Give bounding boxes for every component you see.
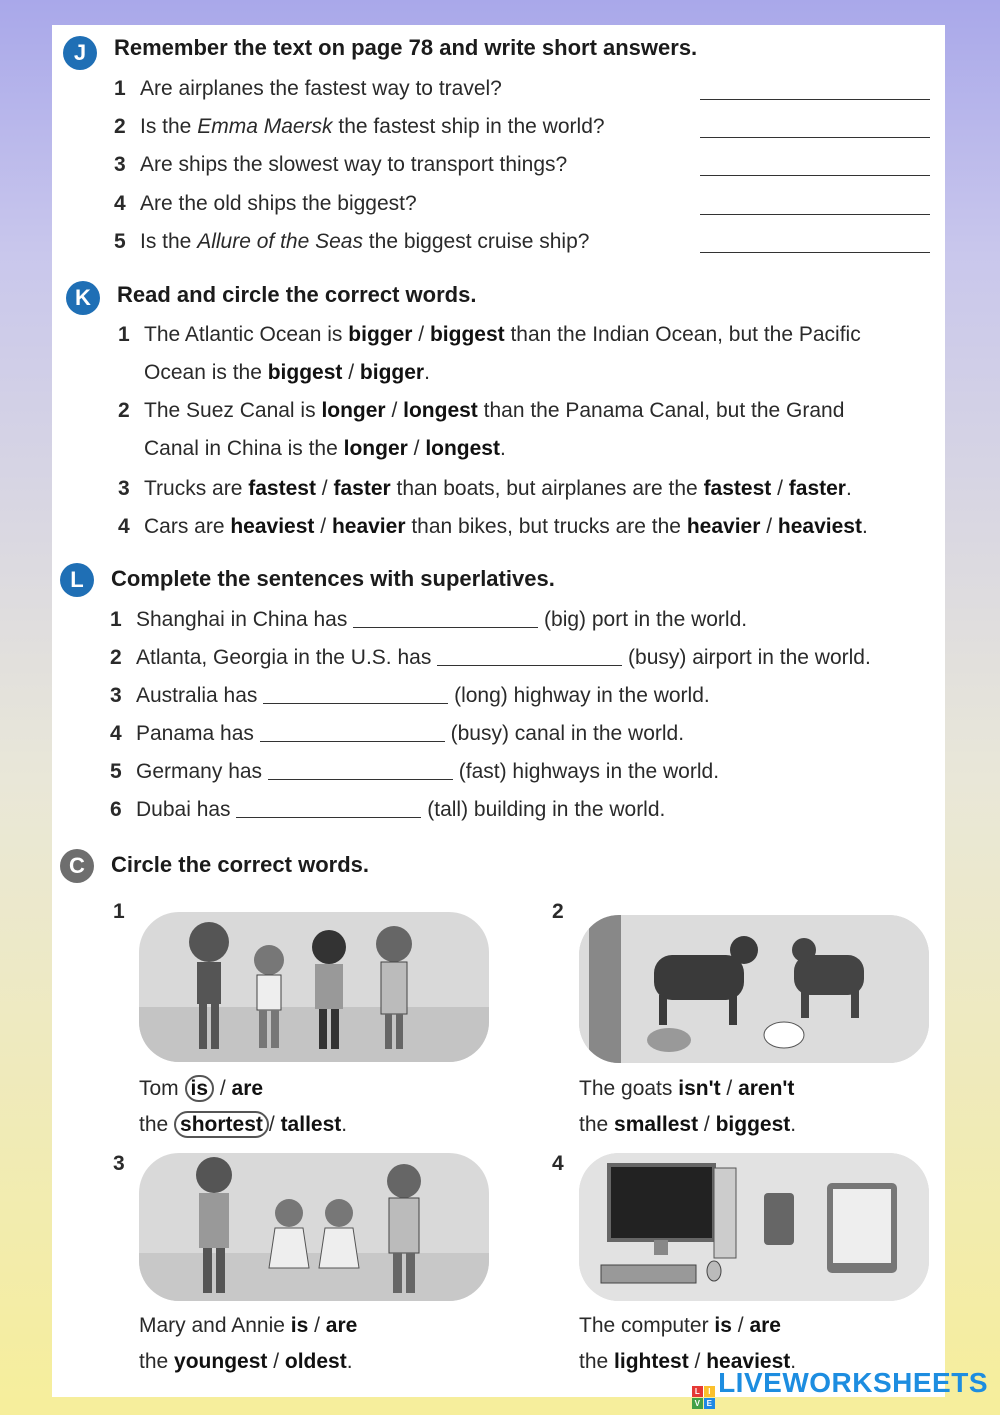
family-illustration [139, 1153, 489, 1301]
option-are[interactable]: are [325, 1314, 358, 1337]
children-illustration [139, 912, 489, 1062]
option-is[interactable]: is [185, 1075, 215, 1102]
devices-illustration [579, 1153, 929, 1301]
section-k-heading: Read and circle the correct words. [117, 282, 477, 307]
panel-3-line-1: Mary and Annie is / are [139, 1314, 358, 1337]
goats-illustration [579, 915, 929, 1063]
option-smallest[interactable]: smallest [614, 1113, 699, 1136]
panel-3-image [139, 1153, 489, 1301]
k-text: / [314, 515, 332, 538]
panel-4-line-2: the lightest / heaviest. [579, 1350, 797, 1373]
option-is[interactable]: is [714, 1314, 732, 1337]
k-option-fastest[interactable]: fastest [248, 477, 316, 500]
k-text: The Suez Canal is [144, 399, 322, 422]
j-question-1: 1 Are airplanes the fastest way to travel? [114, 77, 502, 100]
j-answer-line-2[interactable] [700, 137, 930, 138]
k-text: / [412, 323, 430, 346]
k-option-bigger[interactable]: bigger [348, 323, 413, 346]
k-option-longest[interactable]: longest [403, 399, 478, 422]
k-text: Ocean is the [144, 361, 268, 384]
l-answer-blank-3[interactable] [263, 683, 448, 704]
section-j-badge: J [63, 36, 97, 70]
k-option-bigger[interactable]: bigger [359, 361, 425, 384]
option-isnt[interactable]: isn't [678, 1077, 721, 1100]
k-sentence-1-line2 [118, 361, 430, 385]
j-answer-line-3[interactable] [700, 175, 930, 176]
k-text: . [861, 515, 868, 538]
l-sentence-3: 3 Australia has (long) highway in the world. [110, 684, 710, 707]
panel-2-line-2: the smallest / biggest. [579, 1113, 797, 1136]
j-question-5: 5 Is the Allure of the Seas the biggest cruise ship? [114, 230, 590, 253]
option-oldest[interactable]: oldest [284, 1350, 347, 1373]
k-option-biggest[interactable]: biggest [267, 361, 343, 384]
k-text: Canal in China is the [144, 437, 344, 460]
l-answer-blank-4[interactable] [260, 721, 445, 742]
option-youngest[interactable]: youngest [174, 1350, 268, 1373]
k-text: than the Indian Ocean, but the Pacific [504, 323, 861, 346]
option-are[interactable]: are [749, 1314, 781, 1337]
k-text: . [424, 361, 430, 384]
k-text: . [845, 477, 852, 500]
j-question-2: 2 Is the Emma Maersk the fastest ship in the world? [114, 115, 605, 138]
k-option-heaviest[interactable]: heaviest [230, 515, 315, 538]
panel-4-image [579, 1153, 929, 1301]
k-option-longer[interactable]: longer [343, 437, 408, 460]
panel-2-line-1: The goats isn't / aren't [579, 1077, 795, 1100]
l-answer-blank-5[interactable] [268, 759, 453, 780]
k-option-heavier[interactable]: heavier [331, 515, 406, 538]
j-answer-line-5[interactable] [700, 252, 930, 253]
k-text: / [385, 399, 404, 422]
k-text: than boats, but airplanes are the [390, 477, 704, 500]
l-sentence-4: 4 Panama has (busy) canal in the world. [110, 722, 685, 745]
l-sentence-6: 6 Dubai has (tall) building in the world. [110, 798, 666, 821]
panel-2-number: 2 [552, 900, 564, 923]
panel-4-line-1: The computer is / are [579, 1314, 781, 1337]
k-option-fastest[interactable]: fastest [703, 477, 772, 500]
panel-3-line-2: the youngest / oldest. [139, 1350, 353, 1373]
k-option-heaviest[interactable]: heaviest [777, 515, 862, 538]
option-biggest[interactable]: biggest [715, 1113, 791, 1136]
k-text: The Atlantic Ocean is [144, 323, 349, 346]
option-shortest[interactable]: shortest [174, 1111, 269, 1138]
option-tallest[interactable]: tallest [280, 1113, 342, 1136]
section-c-badge: C [60, 849, 94, 883]
k-option-heavier[interactable]: heavier [686, 515, 761, 538]
liveworksheets-logo: L I V E LIVEWORKSHEETS [692, 1367, 988, 1409]
l-answer-blank-2[interactable] [437, 645, 622, 666]
k-sentence-2-line2 [118, 437, 506, 461]
k-text: Trucks are [144, 477, 249, 500]
section-l-heading: Complete the sentences with superlatives. [111, 566, 555, 591]
k-text: than bikes, but trucks are the [405, 515, 687, 538]
l-sentence-5: 5 Germany has (fast) highways in the world. [110, 760, 720, 783]
j-answer-line-4[interactable] [700, 214, 930, 215]
k-sentence-4-line1: 4 Cars are heaviest / heavier than bikes, but trucks are the heavier / heaviest. [118, 515, 868, 538]
k-text: / [407, 437, 426, 460]
l-answer-blank-1[interactable] [353, 607, 538, 628]
section-k-badge: K [66, 281, 100, 315]
k-option-faster[interactable]: faster [788, 477, 846, 500]
live-logo-icon: L I V E [692, 1386, 715, 1409]
option-lightest[interactable]: lightest [614, 1350, 689, 1373]
l-sentence-1: 1 Shanghai in China has (big) port in the world. [110, 608, 748, 631]
k-sentence-1-line1: 1 The Atlantic Ocean is bigger / biggest than the Indian Ocean, but the Pacific [118, 323, 861, 346]
k-text: . [499, 437, 506, 460]
k-option-biggest[interactable]: biggest [429, 323, 505, 346]
panel-3-number: 3 [113, 1152, 125, 1175]
panel-2-image [579, 915, 929, 1063]
k-text: Cars are [144, 515, 231, 538]
k-text: / [760, 515, 778, 538]
k-option-faster[interactable]: faster [333, 477, 391, 500]
k-sentence-2-line1: 2 The Suez Canal is longer / longest than the Panama Canal, but the Grand [118, 399, 845, 422]
section-j-heading: Remember the text on page 78 and write short answers. [114, 35, 698, 60]
panel-1-image [139, 912, 489, 1062]
option-is[interactable]: is [290, 1314, 309, 1337]
l-sentence-2: 2 Atlanta, Georgia in the U.S. has (busy) airport in the world. [110, 646, 871, 669]
l-answer-blank-6[interactable] [236, 797, 421, 818]
k-sentence-3-line1: 3 Trucks are fastest / faster than boats, but airplanes are the fastest / faster. [118, 477, 852, 500]
j-answer-line-1[interactable] [700, 99, 930, 100]
k-text: / [315, 477, 334, 500]
panel-4-number: 4 [552, 1152, 564, 1175]
panel-1-number: 1 [113, 900, 125, 923]
option-heaviest[interactable]: heaviest [706, 1350, 791, 1373]
option-arent[interactable]: aren't [738, 1077, 795, 1100]
k-text: than the Panama Canal, but the Grand [477, 399, 845, 422]
option-are[interactable]: are [231, 1077, 264, 1100]
worksheet-page [52, 25, 945, 1397]
panel-1-line-2: the shortest / tallest. [139, 1113, 348, 1136]
k-option-longest[interactable]: longest [425, 437, 500, 460]
j-question-4: 4 Are the old ships the biggest? [114, 192, 417, 215]
k-text: / [771, 477, 789, 500]
panel-1-line-1: Tom is / are [139, 1077, 264, 1100]
k-text: / [342, 361, 360, 384]
section-l-badge: L [60, 563, 94, 597]
k-option-longer[interactable]: longer [321, 399, 386, 422]
section-c-heading: Circle the correct words. [111, 852, 369, 877]
j-question-3: 3 Are ships the slowest way to transport things? [114, 153, 568, 176]
